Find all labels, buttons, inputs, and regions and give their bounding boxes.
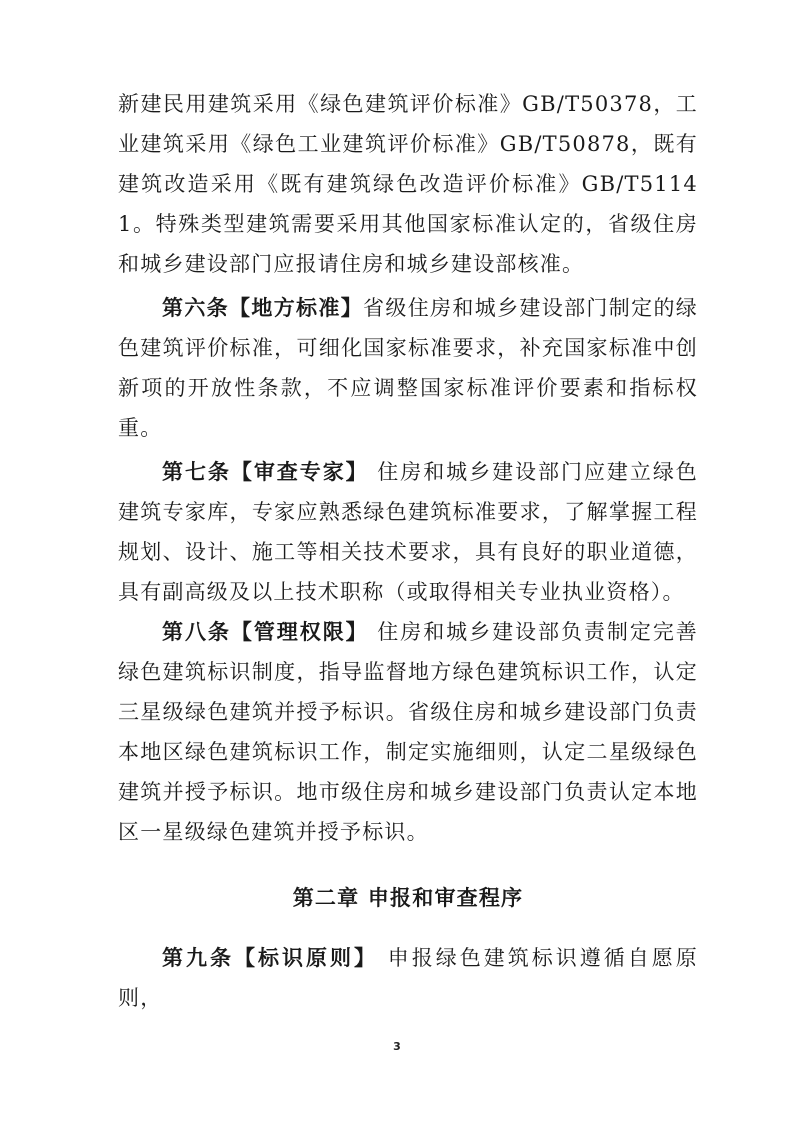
article-6-heading: 第六条【地方标准】: [162, 296, 364, 320]
article-9-paragraph: [118, 938, 698, 1018]
page-number: 3: [393, 1040, 401, 1053]
article-6-paragraph: [118, 288, 698, 448]
article-7-heading: 第七条【审查专家】: [162, 460, 369, 484]
article-7-body: 住房和城乡建设部门应建立绿色建筑专家库，专家应熟悉绿色建筑标准要求，了解掌握工程规划、设计、施工等相关技术要求，具有良好的职业道德，具有副高级及以上技术职称（或取得相关专业执业资格）。: [118, 460, 698, 604]
paragraph-standards-adoption: 新建民用建筑采用《绿色建筑评价标准》GB/T50378，工业建筑采用《绿色工业建筑评价标准》GB/T50878，既有建筑改造采用《既有建筑绿色改造评价标准》GB/T51141。特殊类型建筑需要采用其他国家标准认定的，省级住房和城乡建设部门应报请住房和城乡建设部核准。: [118, 92, 698, 276]
article-6-body: 省级住房和城乡建设部门制定的绿色建筑评价标准，可细化国家标准要求，补充国家标准中创新项的开放性条款，不应调整国家标准评价要素和指标权重。: [118, 296, 698, 440]
article-8-paragraph: [118, 612, 698, 852]
chapter-title: 第二章 申报和审查程序: [292, 886, 524, 910]
document-body: [118, 84, 698, 1018]
article-8-heading: 第八条【管理权限】: [162, 620, 369, 644]
article-9-body: 申报绿色建筑标识遵循自愿原则，: [118, 946, 698, 1010]
article-9-heading: 第九条【标识原则】: [162, 946, 379, 970]
article-7-paragraph: [118, 452, 698, 612]
article-8-body: 住房和城乡建设部负责制定完善绿色建筑标识制度，指导监督地方绿色建筑标识工作，认定三星级绿色建筑并授予标识。省级住房和城乡建设部门负责本地区绿色建筑标识工作，制定实施细则，认定二星级绿色建筑并授予标识。地市级住房和城乡建设部门负责认定本地区一星级绿色建筑并授予标识。: [118, 620, 698, 844]
